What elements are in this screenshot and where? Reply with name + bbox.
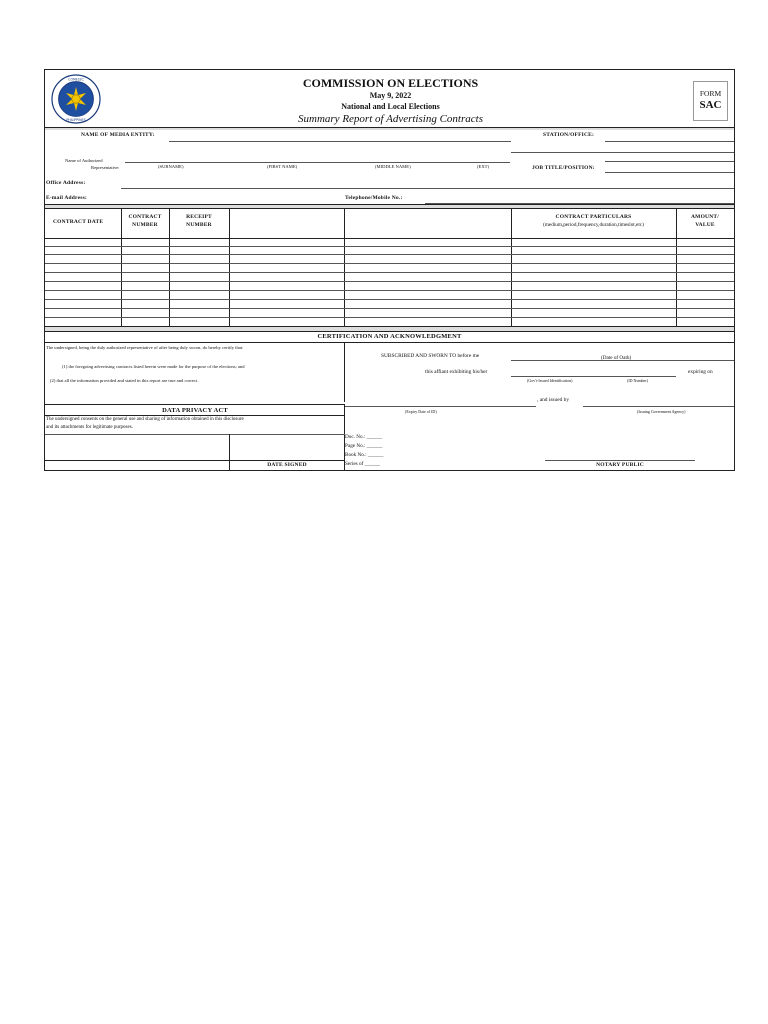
notary-signature-line[interactable] — [545, 460, 695, 461]
media-entity-field[interactable] — [169, 141, 511, 142]
table-row[interactable] — [45, 263, 734, 264]
certification-item-1: (1) the foregoing advertising contracts listed herein were made for the purpose of the elections; and — [62, 364, 245, 369]
particulars-header-1: CONTRACT PARTICULARS — [555, 214, 632, 220]
form-code-box — [693, 81, 728, 121]
table-row[interactable] — [45, 308, 734, 309]
issuing-agency-caption: (Issuing Government Agency) — [637, 409, 686, 414]
authorized-rep-label-1: Name of Authorized — [65, 158, 103, 163]
doc-no: Doc. No.: ______ — [345, 434, 383, 440]
email-address-label: E-mail Address: — [46, 195, 87, 201]
notary-public-label: NOTARY PUBLIC — [596, 462, 644, 468]
station-office-label: STATION/OFFICE: — [543, 132, 595, 138]
contract-date-header: CONTRACT DATE — [53, 219, 104, 225]
gov-id-field[interactable] — [511, 376, 676, 377]
id-number-caption: (ID Number) — [627, 378, 648, 383]
table-row[interactable] — [45, 317, 734, 318]
form-code: SAC — [699, 99, 722, 111]
data-privacy-title: DATA PRIVACY ACT — [162, 407, 228, 414]
agency-title: COMMISSION ON ELECTIONS — [302, 76, 479, 90]
media-entity-label: NAME OF MEDIA ENTITY: — [81, 132, 155, 138]
table-row[interactable] — [45, 290, 734, 291]
receipt-number-header-2: NUMBER — [186, 222, 212, 228]
issued-by-text: , and issued by — [537, 397, 570, 403]
issuing-agency-field[interactable] — [583, 406, 734, 407]
data-privacy-text-2: and its attachments for legitimate purposes. — [46, 425, 133, 430]
page-no: Page No.: ______ — [345, 443, 383, 449]
expiring-on-text: expiring on — [688, 369, 713, 375]
certification-intro: The undersigned, being the duly authorized representative of after being duly sworn, do hereby certify that: — [46, 345, 244, 350]
authorized-rep-field[interactable] — [125, 162, 510, 163]
data-privacy-text-1: The undersigned consents on the general use and sharing of information obtained in this disclosure — [46, 417, 244, 422]
particulars-header-2: (medium,period,frequency,duration,timeslot,etc) — [543, 222, 644, 228]
series-of: Series of ______ — [345, 461, 381, 467]
expiry-date-caption: (Expiry Date of ID) — [405, 409, 437, 414]
contract-number-header-2: NUMBER — [132, 222, 158, 228]
telephone-label: Telephone/Mobile No.: — [345, 195, 403, 201]
election-name: National and Local Elections — [341, 102, 440, 111]
certification-title: CERTIFICATION AND ACKNOWLEDGMENT — [317, 333, 462, 340]
signature-line[interactable] — [45, 460, 345, 461]
sac-form — [44, 69, 735, 471]
contract-number-header-1: CONTRACT — [128, 214, 162, 220]
office-address-label: Office Address: — [46, 180, 86, 186]
election-date: May 9, 2022 — [369, 91, 412, 100]
office-address-field[interactable] — [121, 188, 734, 189]
date-signed-label: DATE SIGNED — [267, 462, 307, 468]
report-title: Summary Report of Advertising Contracts — [298, 113, 483, 125]
job-title-field[interactable] — [605, 172, 734, 173]
certification-item-2: (2) that all the information provided and stated in this report are true and correct. — [50, 378, 199, 383]
date-of-oath-caption: (Date of Oath) — [601, 355, 632, 361]
book-no: Book No.: ______ — [345, 452, 384, 458]
svg-text:COMELEC: COMELEC — [68, 77, 84, 82]
table-row[interactable] — [45, 272, 734, 273]
amount-header-2: VALUE — [695, 222, 715, 228]
surname-caption: (SURNAME) — [158, 164, 184, 169]
form-label: FORM — [699, 89, 722, 98]
amount-header-1: AMOUNT/ — [691, 214, 719, 220]
first-name-caption: (FIRST NAME) — [267, 164, 298, 169]
svg-text:PHILIPPINES: PHILIPPINES — [66, 118, 86, 122]
expiry-date-field[interactable] — [344, 406, 536, 407]
receipt-number-header-1: RECEIPT — [186, 214, 212, 220]
affiant-text: this affiant exhibiting his/her — [425, 369, 488, 375]
gov-id-caption: (Gov't-Issued Identification) — [527, 378, 573, 383]
authorized-rep-label-2: Representative: — [91, 165, 120, 170]
table-row[interactable] — [45, 246, 734, 247]
station-office-field[interactable] — [605, 141, 734, 142]
middle-name-caption: (MIDDLE NAME) — [375, 164, 411, 169]
ext-caption: (EXT) — [477, 164, 489, 169]
table-row[interactable] — [45, 281, 734, 282]
table-row[interactable] — [45, 254, 734, 255]
job-title-label: JOB TITLE/POSITION: — [532, 165, 595, 171]
subscribed-sworn-text: SUBSCRIBED AND SWORN TO before me — [381, 353, 480, 359]
table-row[interactable] — [45, 299, 734, 300]
